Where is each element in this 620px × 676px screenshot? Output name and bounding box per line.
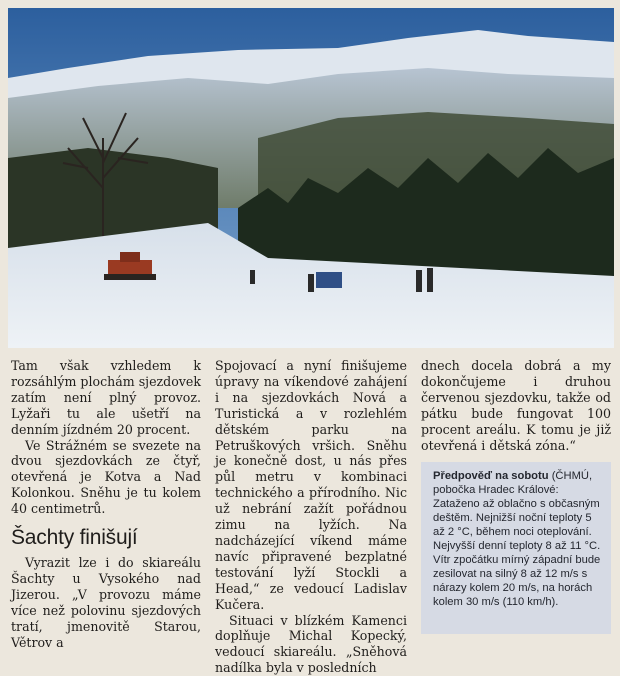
article-column-1 [11, 358, 201, 651]
sign-board [316, 272, 342, 288]
weather-forecast-box [421, 462, 611, 634]
paragraph: Tam však vzhledem k rozsáhlým plochám sjezdovek zatím není plný provoz. Lyžaři tu ale ušetří na denním jízdném 20 procent. [11, 358, 201, 438]
paragraph: Spojovací a nyní finišujeme úpravy na víkendové zahájení i na sjezdovkách Nová a Turistická a v rozlehlém dětském parku na Petruškových vršich. Sněhu je konečně dost, u nás přes půl metru v kombinaci technického a přírodního. Nic už nebrání zažít pořádnou zimu na lyžích. Na nadcházející víkend máme navíc připravené bezplatné testování lyží Stockli a Head,“ ze vedoucí Ladislav Kučera. [215, 358, 407, 613]
section-heading: Šachty finišují [11, 525, 201, 551]
article-column-2 [215, 358, 407, 676]
ski-slope-photo [8, 8, 614, 348]
forecast-text: (ČHMÚ, pobočka Hradec Králové: Zataženo až oblačno s občasným deštěm. Nejnižší noční teploty 5 až 2 °C, během noci oteplování. Nejvyšší denní teploty 8 až 11 °C. Vítr zpočátku mírný západní bude zesilovat na silný 8 až 12 m/s s nárazy kolem 20 m/s, na horách kolem 30 m/s (110 km/h). [433, 470, 600, 608]
paragraph: Situaci v blízkém Kamenci doplňuje Michal Kopecký, vedoucí skiareálu. „Sněhová nadílka byla v posledních [215, 613, 407, 676]
paragraph: dnech docela dobrá a my dokončujeme i druhou červenou sjezdovku, takže od pátku bude fungovat 100 procent areálu. K tomu je již otevřená i dětská zóna.“ [421, 358, 611, 453]
article-column-3 [421, 358, 611, 453]
paragraph: Vyrazit lze i do skiareálu Šachty u Vysokého nad Jizerou. „V provozu máme více než polovinu sjezdových tratí, jmenovitě Starou, Větrov a [11, 555, 201, 650]
ski-slope-illustration [8, 8, 614, 348]
forecast-title: Předpověď na sobotu [433, 470, 549, 482]
paragraph: Ve Strážném se svezete na dvou sjezdovkách ze čtyř, otevřená je Kotva a Nad Kolonkou. Sněhu je tu kolem 40 centimetrů. [11, 438, 201, 518]
